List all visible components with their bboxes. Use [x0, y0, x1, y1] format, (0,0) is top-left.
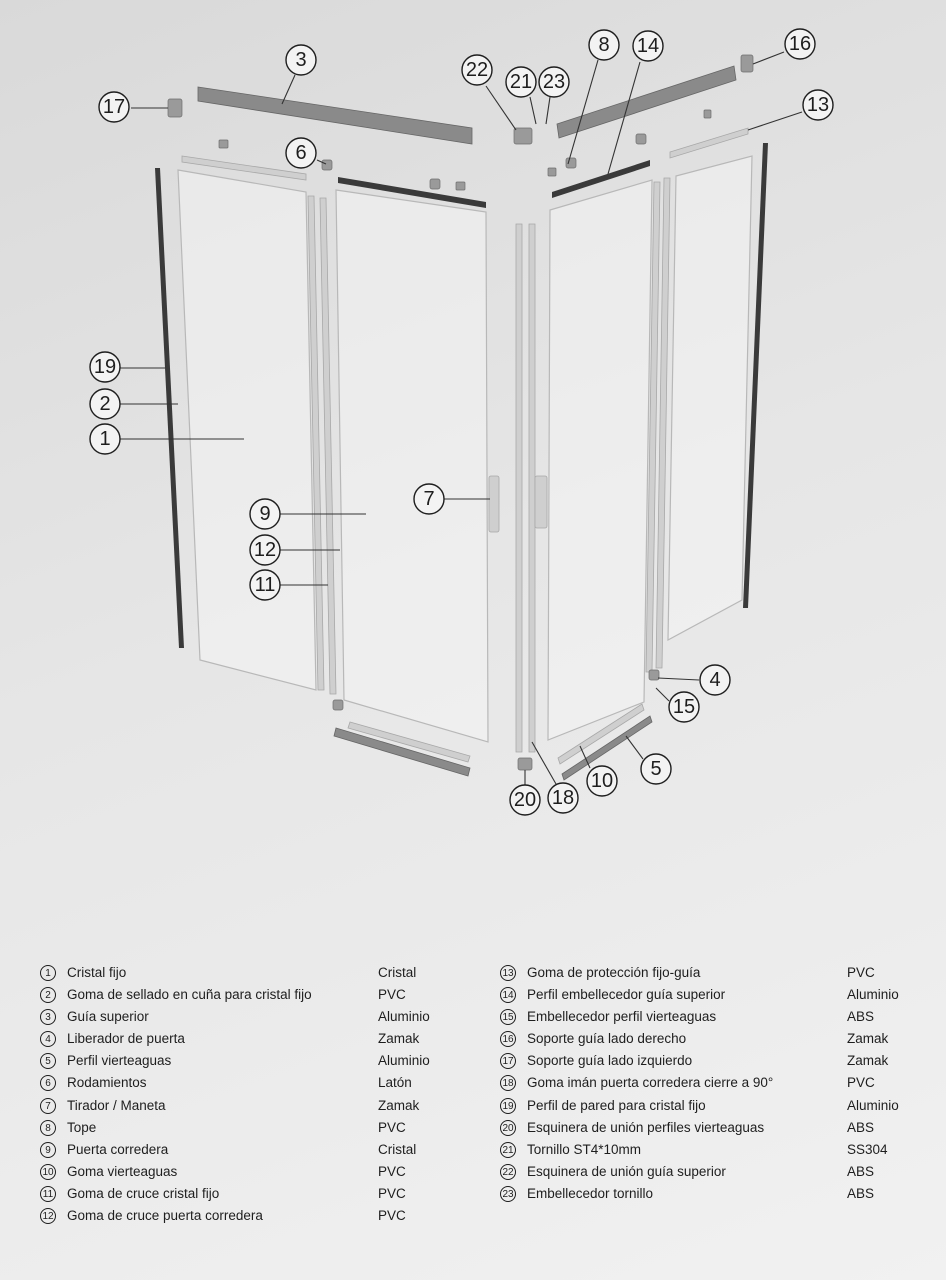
legend-material: Zamak	[378, 1097, 420, 1113]
legend-part-name: Cristal fijo	[67, 965, 127, 980]
legend-number-badge: 15	[500, 1009, 516, 1025]
legend-number-badge: 8	[40, 1120, 56, 1136]
legend-row	[40, 1028, 480, 1050]
top-guide-left	[198, 87, 472, 144]
svg-text:1: 1	[99, 428, 111, 450]
legend-row	[40, 1183, 480, 1205]
svg-text:14: 14	[636, 35, 660, 57]
legend-row	[40, 1205, 480, 1227]
svg-text:15: 15	[672, 696, 696, 718]
sliding-door-left	[336, 190, 488, 742]
legend-row	[500, 1072, 920, 1094]
callout-5	[641, 754, 671, 784]
legend-part-name: Esquinera de unión guía superior	[527, 1163, 726, 1179]
legend-row	[500, 1095, 920, 1117]
callout-4	[700, 665, 730, 695]
legend-part-name: Goma de cruce puerta corredera	[67, 1208, 263, 1224]
legend-row	[40, 1161, 480, 1183]
legend-material: PVC	[847, 1075, 875, 1091]
legend-material: SS304	[847, 1141, 888, 1157]
svg-text:6: 6	[295, 142, 307, 164]
svg-text:13: 13	[806, 94, 830, 116]
callout-12	[250, 535, 280, 565]
svg-text:7: 7	[423, 488, 435, 510]
legend-row	[40, 1072, 480, 1094]
leader-3	[282, 75, 295, 104]
legend-material: Cristal	[378, 965, 417, 980]
legend-number-badge: 6	[40, 1075, 56, 1091]
leader-5	[626, 736, 643, 759]
callout-20	[510, 785, 540, 815]
leader-16	[753, 52, 784, 64]
legend-number-badge: 13	[500, 965, 516, 981]
legend-material: Aluminio	[378, 1009, 430, 1025]
corner-post-right	[529, 224, 535, 752]
leader-15	[656, 688, 669, 701]
callout-11	[250, 570, 280, 600]
legend-material: ABS	[847, 1185, 875, 1201]
legend-number-badge: 9	[40, 1142, 56, 1158]
svg-text:4: 4	[709, 669, 721, 691]
legend-column-right	[500, 962, 920, 1205]
legend-material: ABS	[847, 1009, 875, 1025]
support-left	[168, 99, 182, 117]
door-release	[649, 670, 659, 680]
legend-part-name: Tope	[67, 1119, 97, 1135]
legend-part-name: Soporte guía lado izquierdo	[527, 1053, 693, 1069]
legend-row	[40, 1117, 480, 1139]
legend-number-badge: 12	[40, 1208, 56, 1224]
roller-1	[322, 160, 332, 170]
legend-row	[40, 1050, 480, 1072]
legend-material: Aluminio	[378, 1053, 430, 1069]
callout-19	[90, 352, 120, 382]
roller-2	[430, 179, 440, 189]
callout-2	[90, 389, 120, 419]
svg-text:10: 10	[590, 770, 614, 792]
corner-joint-bottom	[518, 758, 532, 770]
callout-3	[286, 45, 316, 75]
legend-row	[500, 1161, 920, 1183]
legend-material: PVC	[378, 987, 406, 1003]
svg-text:23: 23	[542, 71, 566, 93]
legend-material: PVC	[378, 1185, 406, 1201]
legend-material: PVC	[378, 1208, 406, 1224]
legend-number-badge: 23	[500, 1186, 516, 1202]
legend-part-name: Goma de sellado en cuña para cristal fijo	[67, 987, 312, 1003]
legend-row	[40, 984, 480, 1006]
clip-1	[219, 140, 228, 148]
legend-number-badge: 22	[500, 1164, 516, 1180]
legend-number-badge: 4	[40, 1031, 56, 1047]
corner-post-left	[516, 224, 522, 752]
svg-text:3: 3	[295, 49, 307, 71]
parts-legend	[40, 962, 920, 1232]
legend-number-badge: 17	[500, 1053, 516, 1069]
legend-part-name: Goma vierteaguas	[67, 1163, 178, 1179]
legend-part-name: Perfil vierteaguas	[67, 1053, 172, 1069]
svg-text:16: 16	[788, 33, 812, 55]
legend-part-name: Goma de protección fijo-guía	[527, 965, 701, 980]
legend-part-name: Tirador / Maneta	[67, 1097, 166, 1113]
callout-13	[803, 90, 833, 120]
svg-text:9: 9	[259, 503, 271, 525]
svg-text:8: 8	[598, 34, 610, 56]
svg-text:19: 19	[93, 356, 117, 378]
stop-part	[548, 168, 556, 176]
legend-material: ABS	[847, 1119, 875, 1135]
legend-material: Aluminio	[847, 987, 899, 1003]
svg-text:21: 21	[509, 71, 533, 93]
legend-material: PVC	[378, 1119, 406, 1135]
top-strip-right	[670, 128, 748, 158]
callout-10	[587, 766, 617, 796]
svg-text:18: 18	[551, 787, 575, 809]
legend-number-badge: 2	[40, 987, 56, 1003]
legend-row	[500, 1050, 920, 1072]
corner-joint-top	[514, 128, 532, 144]
legend-number-badge: 11	[40, 1186, 56, 1202]
legend-row	[500, 962, 920, 984]
legend-row	[40, 1139, 480, 1161]
callout-18	[548, 783, 578, 813]
legend-number-badge: 19	[500, 1098, 516, 1114]
legend-row	[500, 1139, 920, 1161]
legend-row	[40, 1095, 480, 1117]
clip-2	[704, 110, 711, 118]
legend-part-name: Embellecedor perfil vierteaguas	[527, 1009, 717, 1025]
svg-text:20: 20	[513, 789, 537, 811]
leader-13	[748, 112, 802, 130]
legend-material: ABS	[847, 1163, 875, 1179]
legend-row	[500, 984, 920, 1006]
roller-5	[636, 134, 646, 144]
fixed-glass-right	[668, 156, 752, 640]
legend-part-name: Esquinera de unión perfiles vierteaguas	[527, 1119, 765, 1135]
legend-material: Cristal	[378, 1141, 417, 1157]
wall-profile-left	[155, 168, 184, 648]
callout-17	[99, 92, 129, 122]
legend-part-name: Puerta corredera	[67, 1141, 169, 1157]
legend-material: Latón	[378, 1075, 412, 1091]
legend-number-badge: 21	[500, 1142, 516, 1158]
legend-number-badge: 3	[40, 1009, 56, 1025]
legend-part-name: Goma imán puerta corredera cierre a 90°	[527, 1075, 774, 1091]
callout-23	[539, 67, 569, 97]
callout-9	[250, 499, 280, 529]
legend-part-name: Perfil de pared para cristal fijo	[527, 1097, 706, 1113]
bottom-part-left	[333, 700, 343, 710]
callout-8	[589, 30, 619, 60]
svg-text:5: 5	[650, 758, 662, 780]
legend-part-name: Goma de cruce cristal fijo	[67, 1185, 220, 1201]
legend-number-badge: 14	[500, 987, 516, 1003]
sliding-door-right	[548, 180, 652, 740]
legend-material: Zamak	[847, 1031, 889, 1047]
legend-material: Zamak	[378, 1031, 420, 1047]
legend-row	[500, 1183, 920, 1205]
callout-21	[506, 67, 536, 97]
legend-material: Zamak	[847, 1053, 889, 1069]
handle-right	[535, 476, 547, 528]
fixed-glass-left	[178, 170, 316, 690]
callout-22	[462, 55, 492, 85]
leader-21	[530, 97, 536, 124]
legend-number-badge: 10	[40, 1164, 56, 1180]
legend-part-name: Perfil embellecedor guía superior	[527, 987, 726, 1003]
callout-14	[633, 31, 663, 61]
roller-3	[456, 182, 465, 190]
legend-number-badge: 18	[500, 1075, 516, 1091]
legend-part-name: Liberador de puerta	[67, 1031, 185, 1047]
svg-text:22: 22	[465, 59, 489, 81]
support-right	[741, 55, 753, 72]
legend-column-left	[40, 962, 480, 1227]
legend-material: PVC	[378, 1163, 406, 1179]
legend-row	[500, 1028, 920, 1050]
legend-number-badge: 1	[40, 965, 56, 981]
legend-row	[500, 1006, 920, 1028]
legend-number-badge: 16	[500, 1031, 516, 1047]
legend-part-name: Tornillo ST4*10mm	[527, 1141, 642, 1157]
legend-material: Aluminio	[847, 1097, 899, 1113]
legend-row	[40, 1006, 480, 1028]
legend-row	[500, 1117, 920, 1139]
legend-part-name: Embellecedor tornillo	[527, 1185, 654, 1201]
legend-number-badge: 20	[500, 1120, 516, 1136]
leader-23	[546, 97, 550, 124]
callout-15	[669, 692, 699, 722]
callout-6	[286, 138, 316, 168]
callout-7	[414, 484, 444, 514]
handle-left	[489, 476, 499, 532]
callout-1	[90, 424, 120, 454]
svg-text:2: 2	[99, 393, 111, 415]
callout-16	[785, 29, 815, 59]
roller-4	[566, 158, 576, 168]
leader-4	[658, 678, 699, 680]
svg-text:17: 17	[102, 96, 126, 118]
legend-part-name: Guía superior	[67, 1009, 149, 1025]
svg-text:11: 11	[254, 574, 276, 596]
legend-material: PVC	[847, 965, 875, 980]
leader-18	[532, 742, 556, 784]
legend-number-badge: 5	[40, 1053, 56, 1069]
legend-part-name: Rodamientos	[67, 1075, 147, 1091]
legend-number-badge: 7	[40, 1098, 56, 1114]
legend-row	[40, 962, 480, 984]
legend-part-name: Soporte guía lado derecho	[527, 1031, 687, 1047]
svg-text:12: 12	[253, 539, 277, 561]
top-guide-right	[557, 66, 736, 138]
